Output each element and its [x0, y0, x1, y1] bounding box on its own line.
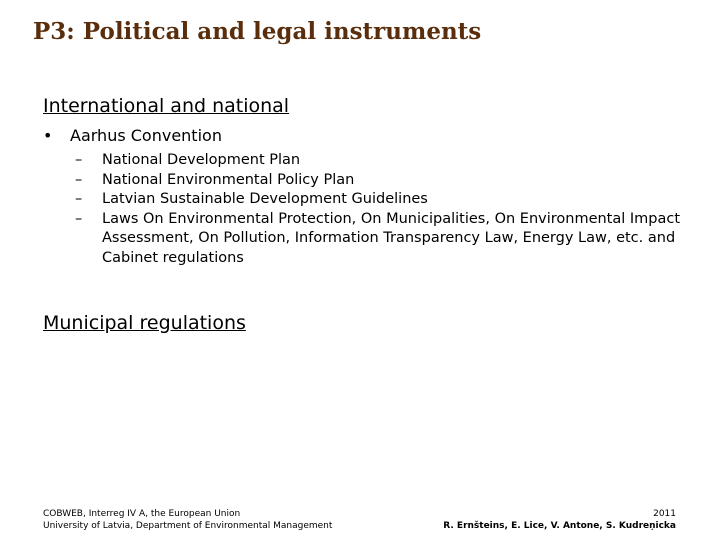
sub-item [75, 210, 685, 269]
dash-marker: – [75, 210, 83, 227]
sub-item-text: Latvian Sustainable Development Guidelines [102, 191, 428, 207]
footer-authors: R. Ernšteins, E. Lice, V. Antone, S. Kudreņicka [443, 521, 676, 531]
section-heading-municipal: Municipal regulations [43, 312, 246, 334]
slide-title: P3: Political and legal instruments [33, 18, 482, 45]
sub-item [75, 151, 685, 171]
footer-left [43, 508, 332, 532]
bullet-item-aarhus [43, 126, 222, 145]
bullet-marker: • [43, 126, 53, 145]
sub-item [75, 190, 685, 210]
sub-item-text: Laws On Environmental Protection, On Municipalities, On Environmental Impact Assessment, On Pollution, Information Transparency Law, Energy Law, etc. and Cabinet regulations [102, 210, 681, 266]
footer-year: 2011 [653, 509, 676, 519]
dash-marker: – [75, 171, 83, 188]
sub-item-list [75, 151, 685, 268]
bullet-text: Aarhus Convention [70, 126, 222, 145]
dash-marker: – [75, 152, 83, 168]
sub-item-text: National Environmental Policy Plan [102, 171, 355, 188]
footer-project: COBWEB, Interreg IV A, the European Union [43, 509, 241, 519]
sub-item [75, 171, 685, 191]
footer-institution: University of Latvia, Department of Environmental Management [43, 521, 333, 531]
dash-marker: – [75, 191, 83, 207]
footer-right [443, 508, 676, 532]
section-heading-international: International and national [43, 95, 290, 117]
sub-item-text: National Development Plan [102, 152, 301, 168]
